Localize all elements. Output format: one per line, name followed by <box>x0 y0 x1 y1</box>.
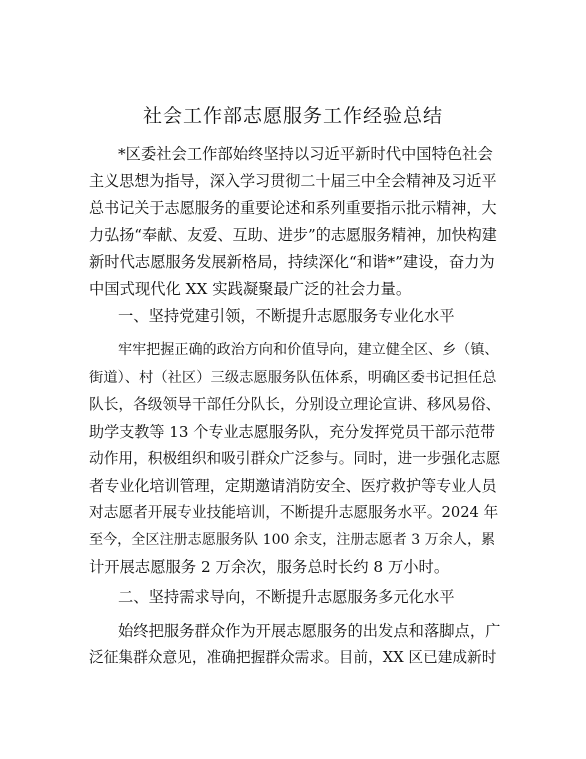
section2-line-2: 泛征集群众意见，准确把握群众需求。目前，XX 区已建成新时 <box>89 649 497 666</box>
section1-line-8: 至今，全区注册志愿服务队 100 余支，注册志愿者 3 万余人，累 <box>89 532 496 548</box>
section1-line-2: 街道）、村（社区）三级志愿服务队伍体系，明确区委书记担任总 <box>89 370 497 386</box>
intro-line-1: *区委社会工作部始终坚持以习近平新时代中国特色社会 <box>118 145 493 163</box>
intro-line-4: 力弘扬“奉献、友爱、互助、进步”的志愿服务精神，加快构建 <box>89 226 497 244</box>
section1-line-5: 动作用，积极组织和吸引群众广泛参与。同时，进一步强化志愿 <box>89 450 501 467</box>
section2-heading: 二、坚持需求导向，不断提升志愿服务多元化水平 <box>118 588 455 606</box>
section1-line-3: 队长，各级领导干部任分队长，分别设立理论宣讲、移风易俗、 <box>89 396 501 413</box>
document-title: 社会工作部志愿服务工作经验总结 <box>142 105 443 127</box>
intro-line-3: 总书记关于志愿服务的重要论述和系列重要指示批示精神，大 <box>89 199 497 217</box>
intro-line-2: 主义思想为指导，深入学习贯彻二十届三中全会精神及习近平 <box>89 172 497 190</box>
section1-line-9: 计开展志愿服务 2 万余次，服务总时长约 8 万小时。 <box>89 558 450 576</box>
section2-line-1: 始终把服务群众作为开展志愿服务的出发点和落脚点，广 <box>118 622 501 640</box>
section1-line-7: 对志愿者开展专业技能培训，不断提升志愿服务水平。2024 年 <box>89 504 499 521</box>
section1-heading: 一、坚持党建引领，不断提升志愿服务专业化水平 <box>118 307 455 325</box>
intro-line-5: 新时代志愿服务发展新格局，持续深化“和谐*”建设，奋力为 <box>89 253 495 271</box>
section1-line-6: 者专业化培训管理，定期邀请消防安全、医疗救护等专业人员 <box>89 477 497 495</box>
section1-line-4: 助学支教等 13 个专业志愿服务队，充分发挥党员干部示范带 <box>89 423 496 441</box>
section1-line-1: 牢牢把握正确的政治方向和价值导向，建立健全区、乡（镇、 <box>118 342 499 358</box>
intro-line-6: 中国式现代化 XX 实践凝聚最广泛的社会力量。 <box>89 280 412 298</box>
